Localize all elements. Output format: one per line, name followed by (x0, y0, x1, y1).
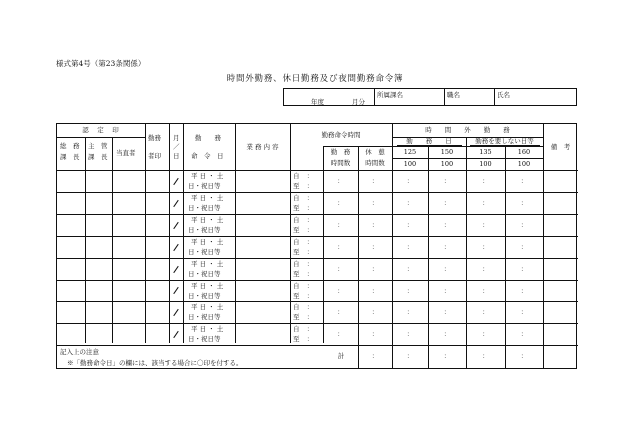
time-colon: ： (520, 220, 528, 229)
table-row[interactable] (57, 192, 578, 214)
date-slash (173, 200, 178, 207)
form-title: 時間外勤務、休日勤務及び夜間勤務命令簿 (226, 74, 404, 84)
date-slash (173, 244, 178, 251)
time-colon: ： (482, 330, 489, 339)
time-colon: ： (482, 264, 489, 273)
table-row[interactable] (57, 236, 578, 258)
to-label: 至 (293, 313, 300, 322)
supervisor-chief-header-2: 課 長 (88, 153, 108, 161)
notes-body: ※「勤務命令日」の欄には、該当する場合に〇印を付する。 (67, 359, 243, 367)
weekday-sat-label: 平 日 ・ 土 (191, 237, 224, 246)
from-colon: ： (306, 259, 314, 268)
date-slash (173, 222, 178, 229)
order-table (56, 123, 577, 369)
time-colon: ： (371, 242, 379, 251)
from-colon: ： (306, 193, 314, 202)
worker-seal-header-2: 者印 (148, 152, 161, 160)
from-label: 自 (293, 303, 300, 312)
weekday-sat-label: 平 日 ・ 土 (191, 325, 224, 334)
time-colon: ： (482, 308, 489, 317)
time-colon: ： (520, 330, 528, 339)
work-hours-colon: ： (337, 220, 344, 229)
from-label: 自 (293, 193, 300, 202)
supervisor-chief-header: 主 管 (88, 142, 108, 150)
work-order-date-header: 勤 務 (195, 134, 221, 142)
weekday-sat-label: 平 日 ・ 土 (191, 259, 224, 268)
time-colon: ： (520, 308, 528, 317)
from-colon: ： (306, 281, 314, 290)
from-colon: ： (306, 325, 314, 334)
work-content-header: 業 務 内 容 (246, 143, 279, 151)
time-colon: ： (443, 264, 451, 273)
date-slash (173, 178, 178, 185)
work-order-time-header: 勤務命令時間 (321, 131, 361, 139)
table-row[interactable] (57, 280, 578, 302)
rate-base-1: 100 (403, 160, 417, 168)
time-colon: ： (406, 308, 414, 317)
notes-title: 記入上の注意 (60, 348, 99, 356)
to-colon: ： (306, 269, 314, 278)
table-row[interactable] (57, 323, 578, 345)
work-day-header: 勤 務 日 (406, 137, 452, 145)
to-colon: ： (306, 182, 314, 190)
info-box (283, 88, 577, 106)
from-colon: ： (306, 215, 314, 224)
non-work-day-header: 勤務を要しない日等 (475, 137, 534, 145)
time-colon: ： (443, 308, 451, 317)
work-hours-colon: ： (337, 242, 344, 251)
time-colon: ： (520, 177, 528, 185)
to-colon: ： (306, 291, 314, 300)
to-label: 至 (293, 182, 300, 190)
from-label: 自 (293, 237, 300, 246)
work-hours-colon: ： (337, 264, 344, 273)
time-colon: ： (406, 177, 414, 185)
holiday-label: 日・祝日等 (188, 225, 221, 234)
time-colon: ： (482, 198, 489, 207)
time-colon: ： (443, 330, 451, 339)
weekday-sat-label: 平 日 ・ 土 (191, 281, 224, 290)
from-label: 自 (293, 325, 300, 334)
table-row[interactable] (57, 258, 578, 280)
to-label: 至 (293, 225, 300, 234)
to-colon: ： (306, 203, 314, 212)
time-colon: ： (482, 220, 489, 229)
time-colon: ： (443, 286, 451, 295)
work-hours-colon: ： (337, 330, 344, 339)
time-colon: ： (371, 220, 379, 229)
time-colon: ： (371, 308, 379, 317)
overtime-header: 時 間 外 勤 務 (425, 126, 510, 134)
time-colon: ： (520, 286, 528, 295)
time-colon: ： (371, 286, 379, 295)
total-colon: ： (482, 352, 489, 360)
date-slash (173, 265, 178, 272)
total-colon: ： (371, 352, 379, 360)
holiday-label: 日・祝日等 (188, 269, 221, 278)
to-label: 至 (293, 269, 300, 278)
slash-header: ／ (173, 143, 180, 151)
work-hours-header-2: 時間数 (330, 159, 351, 167)
rate-base-4: 100 (517, 160, 531, 168)
remarks-header: 備 考 (550, 143, 571, 151)
time-colon: ： (520, 198, 528, 207)
general-affairs-chief-header-2: 課 長 (60, 153, 80, 161)
worker-seal-header: 勤務 (148, 134, 161, 142)
month-label: 月分 (352, 98, 365, 106)
work-hours-header: 勤 務 (330, 148, 351, 156)
break-hours-header: 休 憩 (365, 148, 385, 156)
weekday-sat-label: 平 日 ・ 土 (191, 193, 224, 202)
time-colon: ： (482, 286, 489, 295)
rate-125: 125 (403, 148, 417, 156)
rate-base-3: 100 (479, 160, 492, 168)
to-label: 至 (293, 247, 300, 256)
total-colon: ： (443, 352, 451, 360)
work-hours-colon: ： (337, 177, 344, 185)
to-colon: ： (306, 313, 314, 322)
month-header: 月 (173, 134, 180, 142)
time-colon: ： (371, 264, 379, 273)
from-label: 自 (293, 281, 300, 290)
total-colon: ： (406, 352, 414, 360)
to-label: 至 (293, 291, 300, 300)
holiday-label: 日・祝日等 (188, 182, 221, 190)
table-row[interactable] (57, 214, 578, 236)
from-colon: ： (306, 303, 314, 312)
work-hours-colon: ： (337, 308, 344, 317)
from-label: 自 (293, 215, 300, 224)
general-affairs-chief-header: 総 務 (60, 142, 80, 150)
day-header: 日 (173, 152, 180, 160)
date-slash (173, 287, 178, 294)
work-hours-colon: ： (337, 286, 344, 295)
time-colon: ： (371, 198, 379, 207)
from-label: 自 (293, 172, 300, 180)
time-colon: ： (371, 177, 379, 185)
to-label: 至 (293, 335, 300, 344)
position-label: 職名 (447, 91, 460, 99)
time-colon: ： (443, 177, 451, 185)
holiday-label: 日・祝日等 (188, 335, 221, 344)
time-colon: ： (520, 242, 528, 251)
work-order-date-header-2: 命 令 日 (191, 152, 224, 160)
to-colon: ： (306, 225, 314, 234)
table-row[interactable] (57, 170, 578, 192)
approval-header: 認 定 印 (82, 126, 120, 134)
total-colon: ： (520, 352, 528, 360)
weekday-sat-label: 平 日 ・ 土 (191, 172, 224, 180)
rate-135: 135 (479, 148, 492, 156)
holiday-label: 日・祝日等 (188, 291, 221, 300)
time-colon: ： (406, 330, 414, 339)
on-duty-header: 当直者 (116, 149, 136, 157)
time-colon: ： (482, 177, 489, 185)
time-colon: ： (406, 264, 414, 273)
to-label: 至 (293, 203, 300, 212)
weekday-sat-label: 平 日 ・ 土 (191, 303, 224, 312)
to-colon: ： (306, 247, 314, 256)
time-colon: ： (406, 220, 414, 229)
holiday-label: 日・祝日等 (188, 247, 221, 256)
to-colon: ： (306, 335, 314, 344)
from-label: 自 (293, 259, 300, 268)
break-hours-header-2: 時間数 (365, 159, 385, 167)
rate-base-2: 100 (440, 160, 454, 168)
dept-label: 所属課名 (377, 91, 403, 99)
time-colon: ： (406, 198, 414, 207)
time-colon: ： (406, 286, 414, 295)
dept-cell[interactable] (374, 89, 444, 105)
time-colon: ： (443, 220, 451, 229)
form-number: 様式第4号（第23条関係） (56, 59, 146, 68)
time-colon: ： (443, 242, 451, 251)
total-label: 計 (337, 352, 345, 360)
from-colon: ： (306, 172, 314, 180)
date-slash (173, 331, 178, 338)
holiday-label: 日・祝日等 (188, 203, 221, 212)
rate-160: 160 (517, 148, 531, 156)
position-cell[interactable] (444, 89, 494, 105)
time-colon: ： (406, 242, 414, 251)
time-colon: ： (443, 198, 451, 207)
holiday-label: 日・祝日等 (188, 313, 221, 322)
time-colon: ： (482, 242, 489, 251)
date-slash (173, 309, 178, 316)
name-cell[interactable] (494, 89, 578, 105)
table-row[interactable] (57, 301, 578, 323)
from-colon: ： (306, 237, 314, 246)
work-hours-colon: ： (337, 198, 344, 207)
time-colon: ： (520, 264, 528, 273)
time-colon: ： (371, 330, 379, 339)
year-label: 年度 (311, 98, 324, 106)
name-label: 氏名 (497, 91, 510, 99)
weekday-sat-label: 平 日 ・ 土 (191, 215, 224, 224)
rate-150: 150 (440, 148, 454, 156)
